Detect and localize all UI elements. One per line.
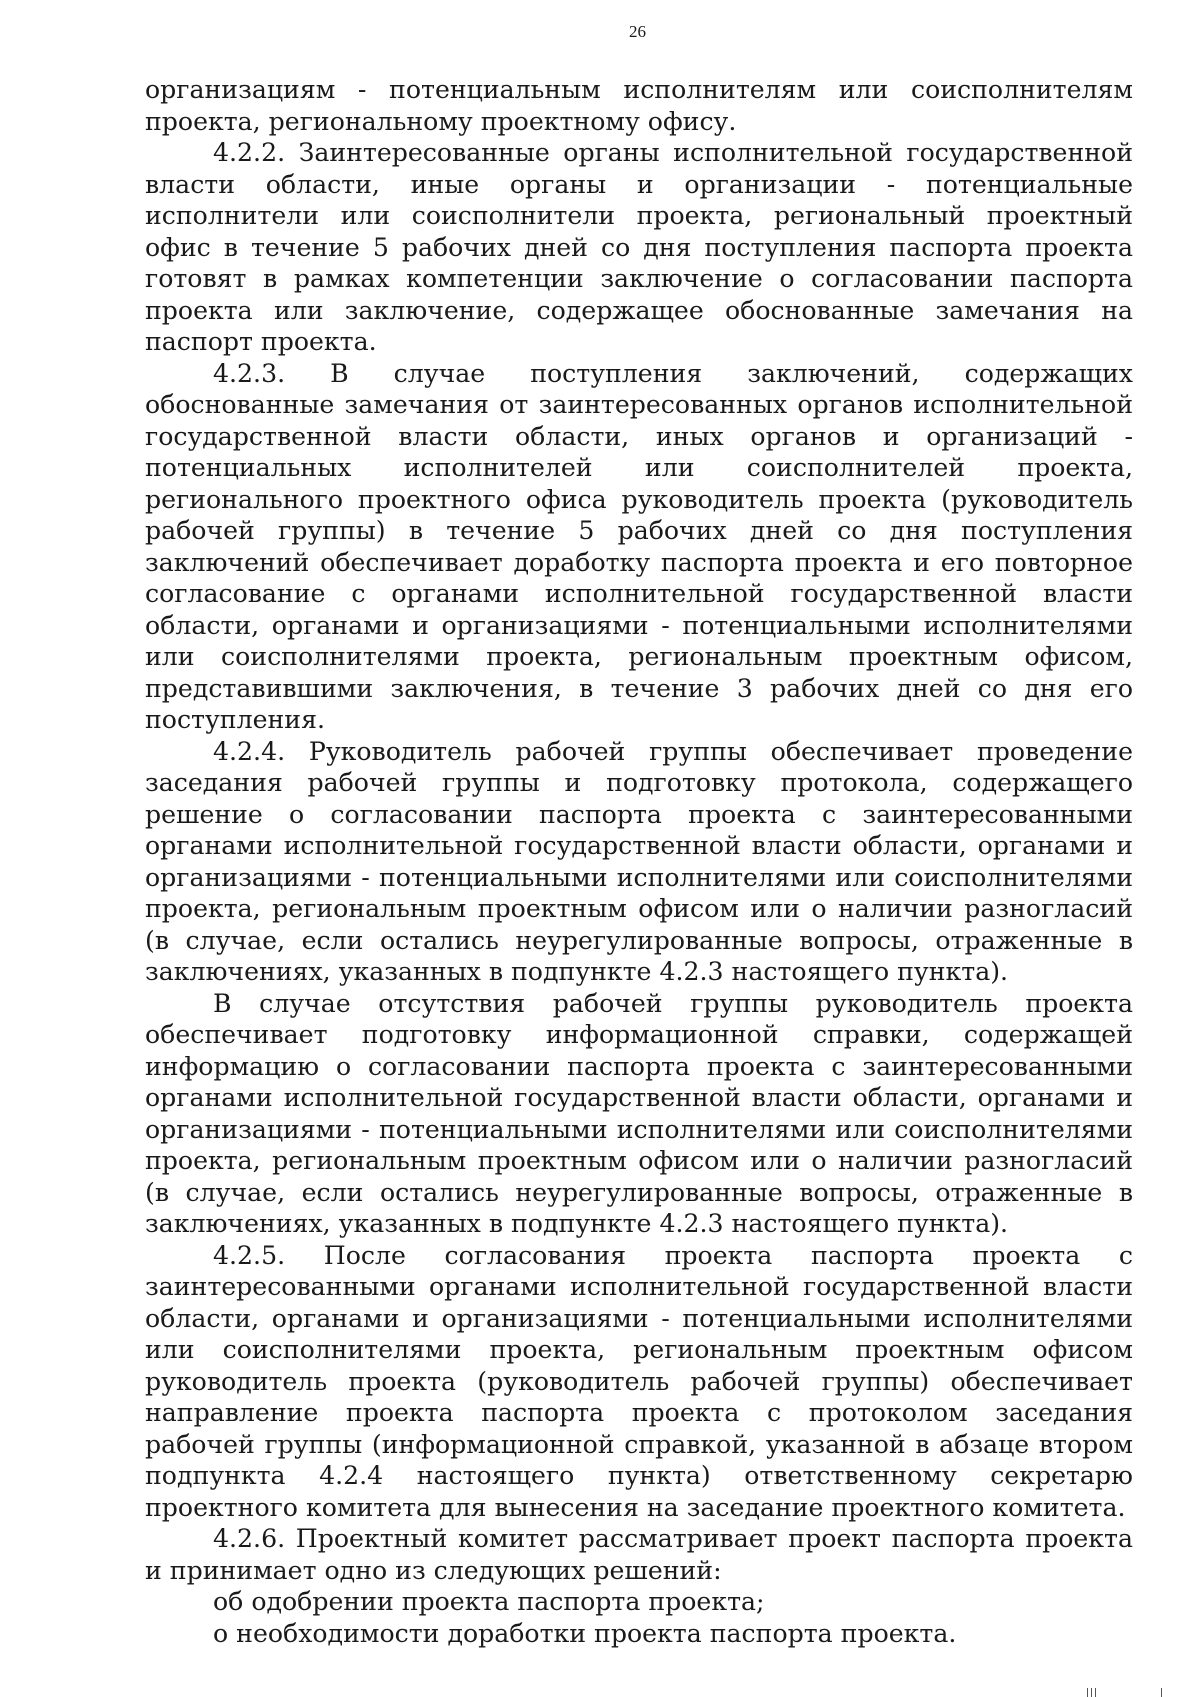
- paragraph-4-2-6: 4.2.6. Проектный комитет рассматривает проект паспорта проекта и принимает одно из следующих решений:: [145, 1524, 1133, 1585]
- paragraph-4-2-4: 4.2.4. Руководитель рабочей группы обеспечивает проведение заседания рабочей группы и подготовку протокола, содержащего решение о согласовании паспорта проекта с заинтересованными органами исполнительной государственной власти области, органами и организациями - потенциальными исполнителями или соисполнителями проекта, региональным проектным офисом или о наличии разногласий (в случае, если остались неурегулированные вопросы, отраженные в заключениях, указанных в подпункте 4.2.3 настоящего пункта).: [145, 736, 1133, 986]
- page-number: 26: [629, 22, 646, 41]
- paragraph-4-2-2: 4.2.2. Заинтересованные органы исполнительной государственной власти области, иные органы и организации - потенциальные исполнители или соисполнители проекта, региональный проектный офис в течение 5 рабочих дней со дня поступления паспорта проекта готовят в рамках компетенции заключение о согласовании паспорта проекта или заключение, содержащее обоснованные замечания на паспорт проекта.: [145, 138, 1133, 356]
- paragraph-4-2-4-second: В случае отсутствия рабочей группы руководитель проекта обеспечивает подготовку информационной справки, содержащей информацию о согласовании паспорта проекта с заинтересованными органами исполнительной государственной власти области, органами и организациями - потенциальными исполнителями или соисполнителями проекта, региональным проектным офисом или о наличии разногласий (в случае, если остались неурегулированные вопросы, отраженные в заключениях, указанных в подпункте 4.2.3 настоящего пункта).: [145, 988, 1133, 1238]
- paragraph-4-2-3: 4.2.3. В случае поступления заключений, содержащих обоснованные замечания от заинтересованных органов исполнительной государственной власти области, иных органов и организаций - потенциальных исполнителей или соисполнителей проекта, регионального проектного офиса руководитель проекта (руководитель рабочей группы) в течение 5 рабочих дней со дня поступления заключений обеспечивает доработку паспорта проекта и его повторное согласование с органами исполнительной государственной власти области, органами и организациями - потенциальными исполнителями или соисполнителями проекта, региональным проектным офисом, представившими заключения, в течение 3 рабочих дней со дня его поступления.: [145, 358, 1133, 734]
- decision-option-revise: о необходимости доработки проекта паспорта проекта.: [213, 1618, 957, 1648]
- paragraph-4-2-5: 4.2.5. После согласования проекта паспорта проекта с заинтересованными органами исполнительной государственной власти области, органами и организациями - потенциальными исполнителями или соисполнителями проекта, региональным проектным офисом руководитель проекта (руководитель рабочей группы) обеспечивает направление проекта паспорта проекта с протоколом заседания рабочей группы (информационной справкой, указанной в абзаце втором подпункта 4.2.4 настоящего пункта) ответственному секретарю проектного комитета для вынесения на заседание проектного комитета.: [145, 1240, 1133, 1522]
- decision-option-approve: об одобрении проекта паспорта проекта;: [213, 1587, 765, 1616]
- paragraph-continuation: организациям - потенциальным исполнителям или соисполнителям проекта, региональному проектному офису.: [145, 75, 1133, 136]
- document-body: [145, 74, 1133, 1649]
- scan-artifact-marks: [1085, 1684, 1165, 1697]
